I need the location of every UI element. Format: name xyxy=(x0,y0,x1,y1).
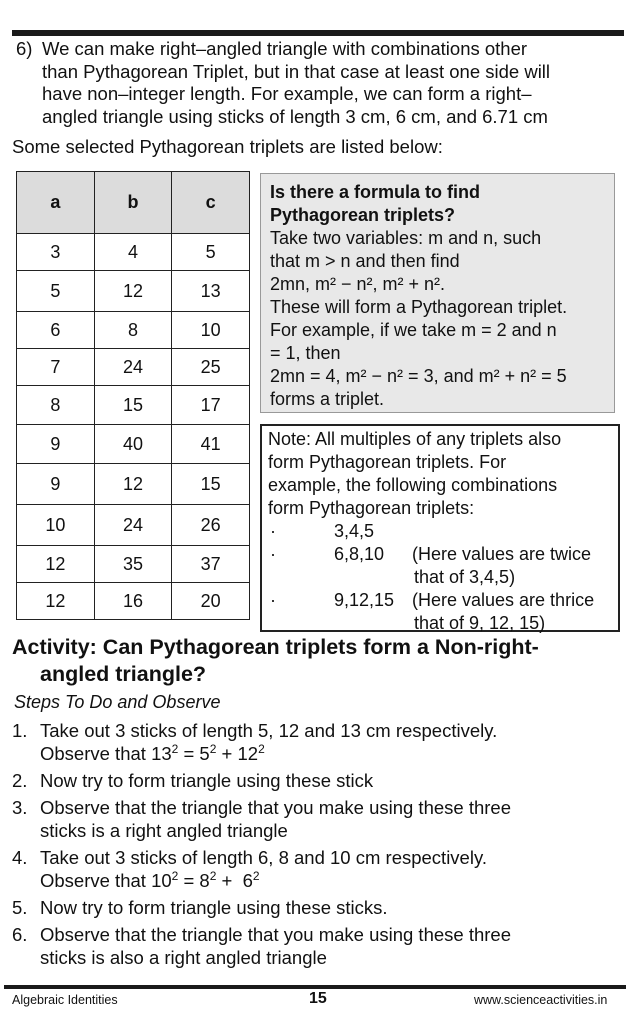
table-row xyxy=(17,546,250,583)
formula-line: These will form a Pythagorean triplet. xyxy=(270,297,568,317)
step-item xyxy=(12,796,624,842)
triplet-table xyxy=(16,171,250,620)
note-item-remark: (Here values are twice xyxy=(412,544,592,564)
activity-title-line: Activity: Can Pythagorean triplets form a Non-right- xyxy=(12,635,539,659)
table-row xyxy=(17,349,250,386)
table-cell: 9 xyxy=(17,425,95,464)
table-cell: 5 xyxy=(17,271,95,312)
formula-line: = 1, then xyxy=(270,343,341,363)
table-row xyxy=(17,583,250,620)
table-cell: 24 xyxy=(94,349,172,386)
equation-exponent: 2 xyxy=(209,741,217,756)
activity-title xyxy=(12,634,624,688)
step-item xyxy=(12,719,624,765)
note-line: form Pythagorean triplets. For xyxy=(268,452,507,472)
equation-base: + 12 xyxy=(216,743,259,764)
step-item xyxy=(12,769,624,792)
table-cell: 24 xyxy=(94,505,172,546)
step-equation xyxy=(40,742,624,765)
formula-heading: Pythagorean triplets? xyxy=(270,205,456,225)
step-text: Now try to form triangle using these sticks. xyxy=(40,897,388,918)
step-number: 3. xyxy=(12,797,28,818)
equation-prefix: Observe that xyxy=(40,743,152,764)
equation-base: 10 xyxy=(151,870,172,891)
step-text: Observe that the triangle that you make using these three xyxy=(40,797,512,818)
formula-line: forms a triplet. xyxy=(270,389,385,409)
formula-line: For example, if we take m = 2 and n xyxy=(270,320,557,340)
table-cell: 16 xyxy=(94,583,172,620)
table-cell: 7 xyxy=(17,349,95,386)
formula-line: 2mn, m² − n², m² + n². xyxy=(270,274,446,294)
equation-exponent: 2 xyxy=(258,741,265,756)
table-cell: 6 xyxy=(17,312,95,349)
table-intro: Some selected Pythagorean triplets are listed below: xyxy=(12,136,443,157)
note-item-remark: (Here values are thrice xyxy=(412,590,595,610)
table-cell: 17 xyxy=(172,386,250,425)
activity-title-line: angled triangle? xyxy=(40,662,207,686)
table-header-row xyxy=(17,172,250,234)
step-number: 2. xyxy=(12,770,28,791)
note-item-value: 6,8,10 xyxy=(334,544,385,564)
table-row xyxy=(17,312,250,349)
note-item-continuation xyxy=(268,566,612,589)
formula-heading: Is there a formula to find xyxy=(270,182,481,202)
formula-line: 2mn = 4, m² − n² = 3, and m² + n² = 5 xyxy=(270,366,567,386)
step-number: 1. xyxy=(12,720,28,741)
note-line: form Pythagorean triplets: xyxy=(268,498,475,518)
note-item-remark-cont: that of 9, 12, 15) xyxy=(414,613,546,633)
header-b: b xyxy=(94,172,172,234)
point-line: We can make right–angled triangle with combinations other xyxy=(42,38,528,59)
bullet: · xyxy=(270,544,276,564)
point-line: angled triangle using sticks of length 3 cm, 6 cm, and 6.71 cm xyxy=(42,105,548,127)
table-cell: 15 xyxy=(94,386,172,425)
table-cell: 12 xyxy=(94,271,172,312)
step-text: sticks is a right angled triangle xyxy=(40,820,288,841)
table-row xyxy=(17,234,250,271)
table-cell: 4 xyxy=(94,234,172,271)
formula-box xyxy=(260,173,615,413)
step-item xyxy=(12,923,624,969)
table-cell: 8 xyxy=(94,312,172,349)
step-number: 4. xyxy=(12,847,28,868)
table-cell: 5 xyxy=(172,234,250,271)
table-row xyxy=(17,425,250,464)
table-cell: 41 xyxy=(172,425,250,464)
step-text: Take out 3 sticks of length 5, 12 and 13 cm respectively. xyxy=(40,720,498,741)
table-row xyxy=(17,505,250,546)
step-number: 5. xyxy=(12,897,28,918)
table-cell: 26 xyxy=(172,505,250,546)
table-cell: 20 xyxy=(172,583,250,620)
point-line: have non–integer length. For example, we can form a right– xyxy=(42,83,532,104)
steps-list xyxy=(12,719,624,973)
equation-exponent: 2 xyxy=(171,868,179,883)
top-rule xyxy=(12,30,624,36)
note-item-value: 9,12,15 xyxy=(334,590,395,610)
step-text: Now try to form triangle using these stick xyxy=(40,770,374,791)
note-item xyxy=(268,589,612,612)
step-number: 6. xyxy=(12,924,28,945)
bullet: · xyxy=(270,590,276,610)
page-number: 15 xyxy=(309,990,327,1007)
point-number: 6) xyxy=(16,38,33,59)
footer-website: www.scienceactivities.in xyxy=(474,993,608,1007)
header-c: c xyxy=(172,172,250,234)
step-equation xyxy=(40,869,624,892)
step-item xyxy=(12,896,624,919)
footer-chapter: Algebraic Identities xyxy=(12,993,118,1007)
step-item xyxy=(12,846,624,892)
table-cell: 40 xyxy=(94,425,172,464)
step-text: Take out 3 sticks of length 6, 8 and 10 cm respectively. xyxy=(40,847,487,868)
note-item-value: 3,4,5 xyxy=(334,521,375,541)
table-cell: 3 xyxy=(17,234,95,271)
note-item-remark-cont: that of 3,4,5) xyxy=(414,567,516,587)
header-a: a xyxy=(17,172,95,234)
table-cell: 10 xyxy=(172,312,250,349)
bottom-rule xyxy=(4,985,626,989)
note-item xyxy=(268,543,612,566)
note-item-continuation xyxy=(268,612,612,635)
table-cell: 12 xyxy=(17,546,95,583)
table-cell: 9 xyxy=(17,464,95,505)
table-row xyxy=(17,271,250,312)
table-row xyxy=(17,386,250,425)
note-box xyxy=(260,424,620,632)
equation-base: = 8 xyxy=(178,870,210,891)
step-text: Observe that the triangle that you make using these three xyxy=(40,924,512,945)
table-cell: 13 xyxy=(172,271,250,312)
note-item xyxy=(268,520,612,543)
note-line: Note: All multiples of any triplets also xyxy=(268,429,562,449)
steps-heading: Steps To Do and Observe xyxy=(14,692,221,712)
equation-exponent: 2 xyxy=(171,741,179,756)
point-line: than Pythagorean Triplet, but in that case at least one side will xyxy=(42,60,551,82)
table-body xyxy=(17,234,250,620)
formula-line: Take two variables: m and n, such xyxy=(270,228,542,248)
equation-exponent: 2 xyxy=(252,868,260,883)
step-text: sticks is also a right angled triangle xyxy=(40,947,327,968)
table-cell: 25 xyxy=(172,349,250,386)
table-cell: 8 xyxy=(17,386,95,425)
table-cell: 12 xyxy=(94,464,172,505)
table-cell: 35 xyxy=(94,546,172,583)
bullet: · xyxy=(270,521,276,541)
equation-prefix: Observe that xyxy=(40,870,152,891)
table-cell: 12 xyxy=(17,583,95,620)
table-cell: 10 xyxy=(17,505,95,546)
note-line: example, the following combinations xyxy=(268,475,558,495)
formula-line: that m > n and then find xyxy=(270,251,460,271)
equation-base: + 6 xyxy=(216,870,253,891)
point-6 xyxy=(16,38,626,128)
table-cell: 15 xyxy=(172,464,250,505)
table-row xyxy=(17,464,250,505)
table-cell: 37 xyxy=(172,546,250,583)
equation-exponent: 2 xyxy=(209,868,217,883)
equation-base: 13 xyxy=(151,743,172,764)
equation-base: = 5 xyxy=(178,743,210,764)
